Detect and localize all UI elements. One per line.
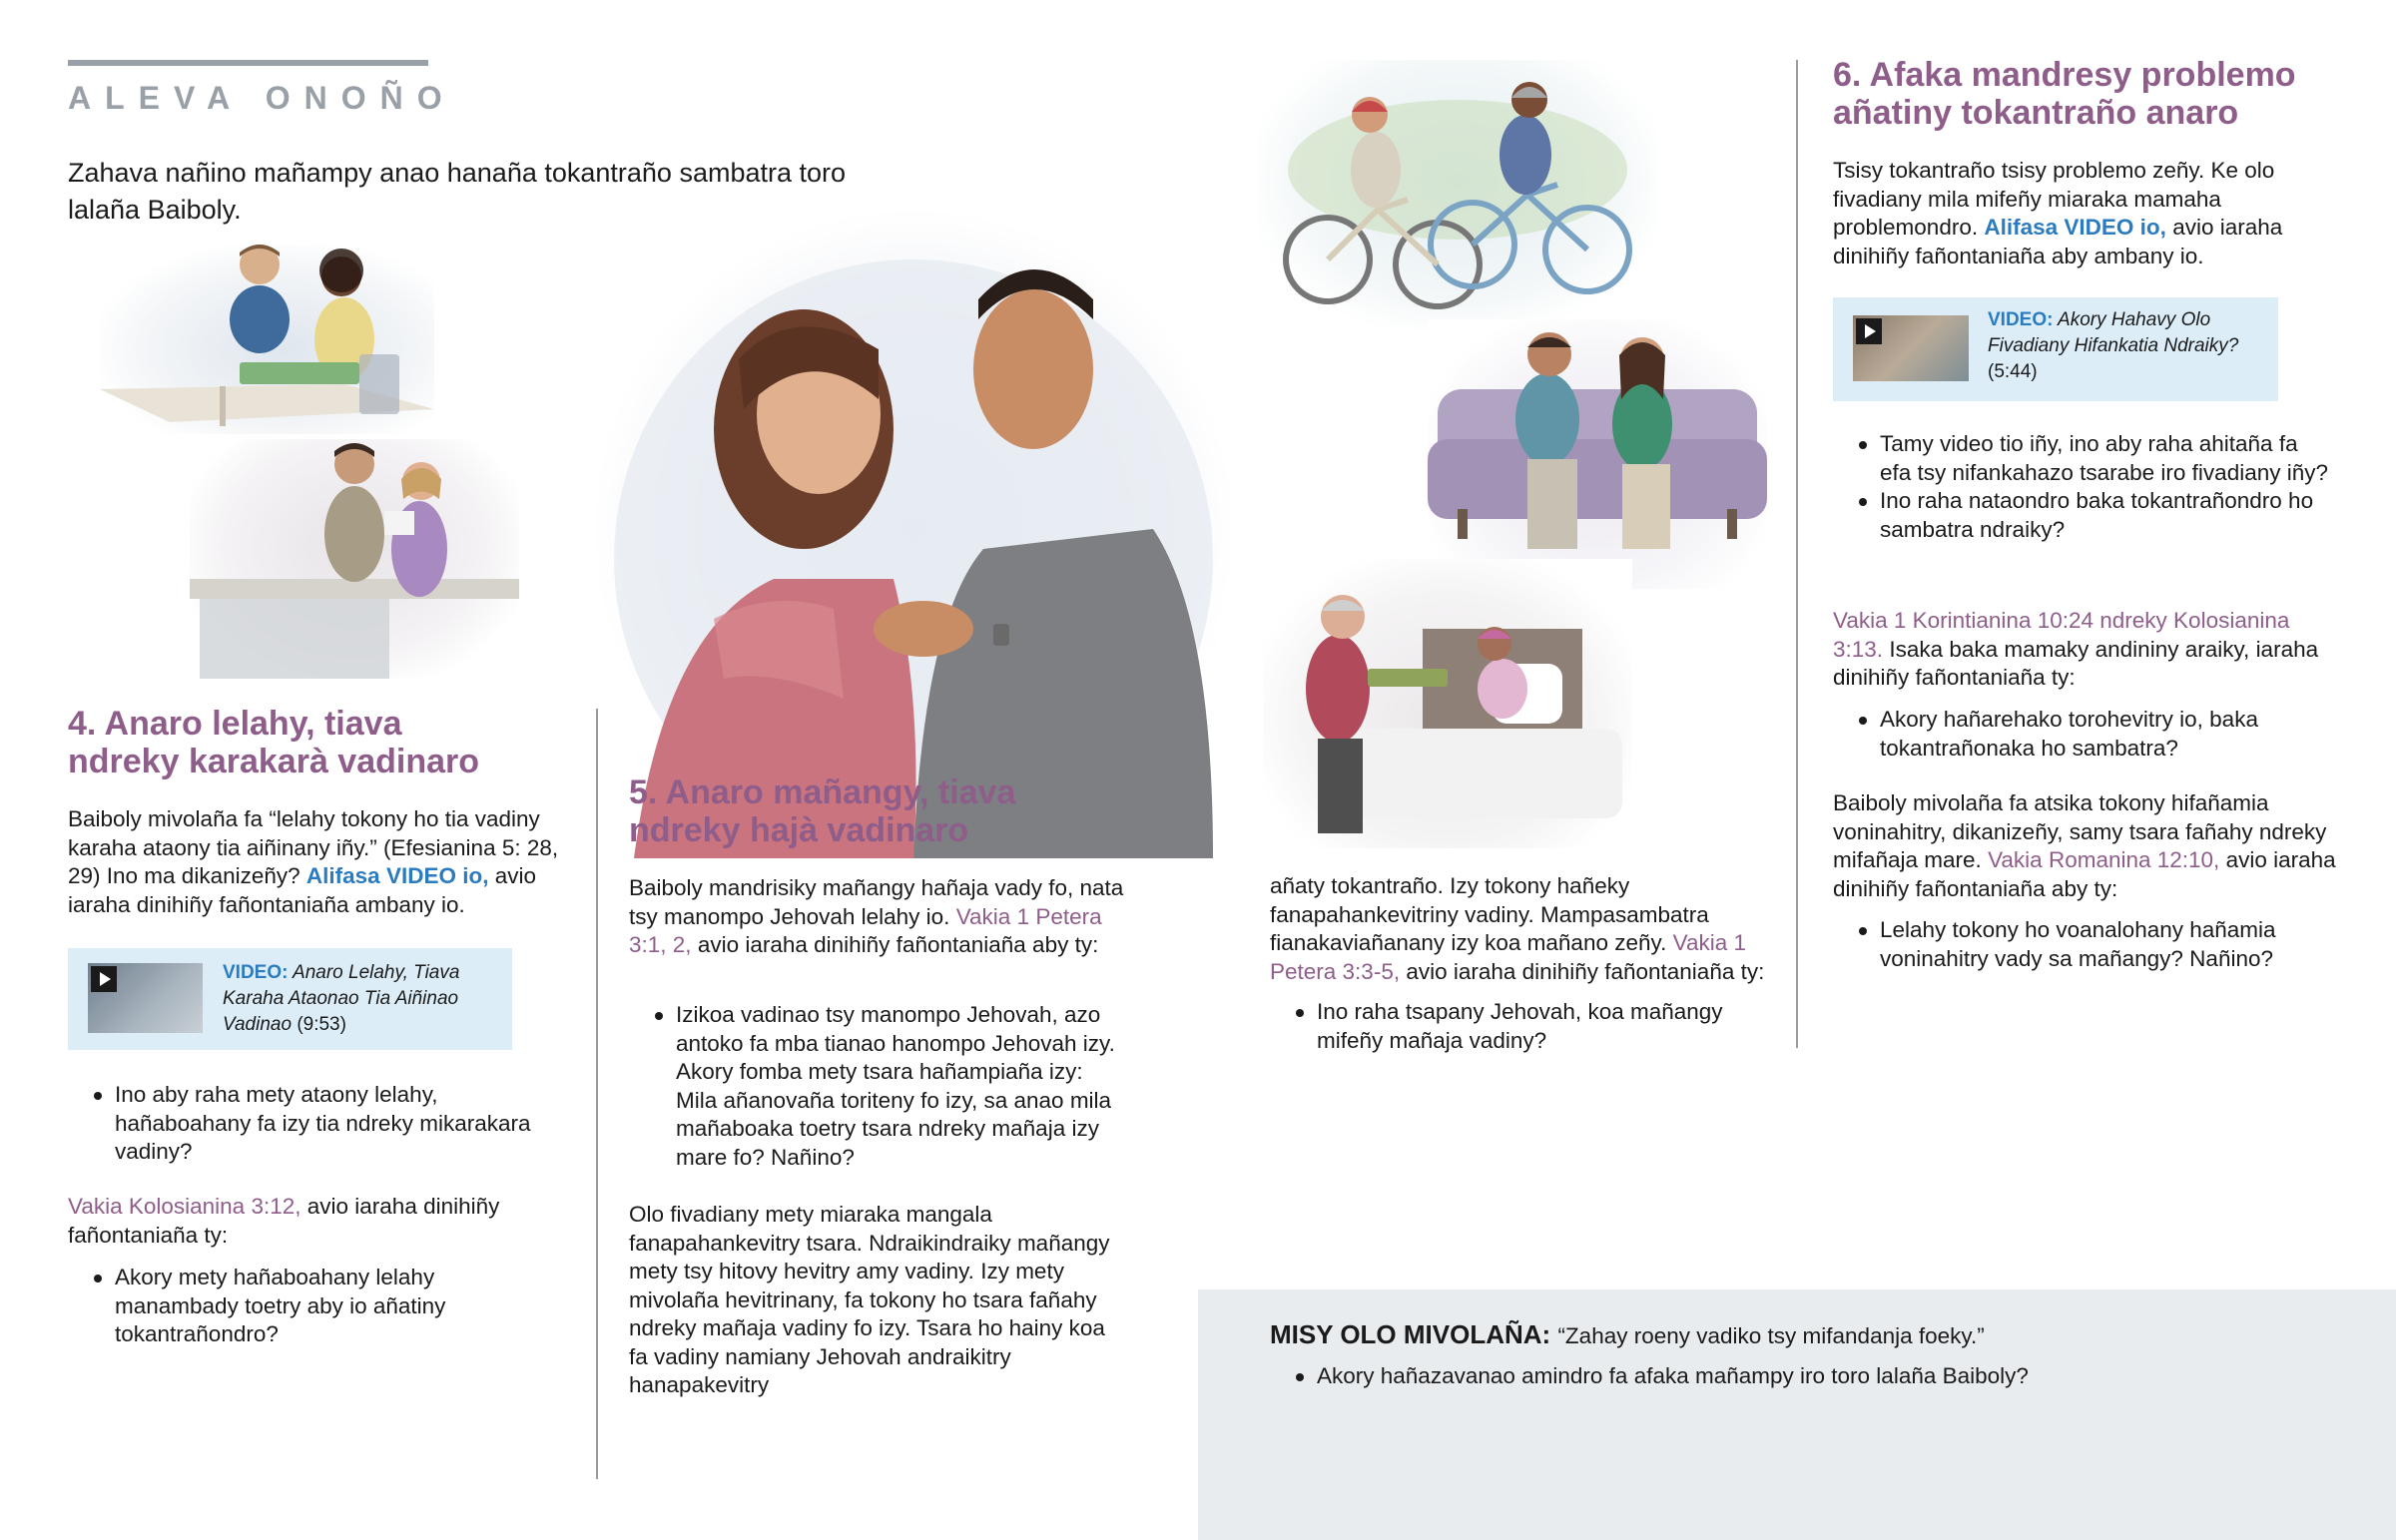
list-item: Akory hañarehako torohevitry io, baka tokantrañonaka ho sambatra? (1833, 706, 2332, 763)
some-say-label: MISY OLO MIVOLAÑA: (1270, 1319, 1551, 1349)
column-divider (596, 709, 598, 1479)
section-5-heading-line2: ndreky hajà vadinaro (629, 811, 969, 849)
section-4-bullets-1 (68, 1081, 537, 1167)
section-5-continued-bullets (1270, 998, 1769, 1055)
reference-tail: Isaka baka mamaky andininy araiky, iaraha dinihiñy fañontaniaña ty: (1833, 636, 2319, 690)
video-label: VIDEO: (1988, 309, 2054, 330)
illustration-bible-study (100, 245, 434, 434)
section-4-video-caption (223, 960, 497, 1038)
video-thumbnail[interactable] (88, 963, 203, 1033)
illustration-couple-on-sofa (1428, 319, 1767, 589)
section-6-paragraph-text: Tsisy tokantraño tsisy problemo zeñy. Ke olo fivadiany mila mifeñy miaraka mamaha problemondro. (1833, 158, 2275, 240)
section-6-heading (1833, 56, 2352, 132)
section-5-paragraph (629, 874, 1128, 960)
list-item: Tamy video tio iñy, ino aby raha ahitaña fa efa tsy nifankahazo tsarabe iro fivadiany iñy? (1833, 430, 2332, 487)
list-item: Ino raha nataondro baka tokantrañondro ho sambatra ndraiky? (1833, 487, 2332, 544)
video-duration: (5:44) (1988, 361, 2038, 382)
play-icon[interactable] (1856, 318, 1882, 344)
video-title[interactable]: Akory Hahavy Olo Fivadiany Hifankatia Ndraiky? (1988, 309, 2239, 356)
section-5-heading (629, 773, 1148, 849)
reference-tail: avio iaraha dinihiñy fañontaniaña aby ty: (1833, 847, 2336, 901)
section-6-bullets-1 (1833, 430, 2332, 544)
scripture-reference[interactable]: Vakia 1 Petera 3:3-5, (1270, 930, 1746, 984)
scripture-reference[interactable]: Vakia Kolosianina 3:12, (68, 1194, 301, 1219)
illustration-couple-cycling (1258, 60, 1657, 329)
section-6-paragraph-tail: avio iaraha dinihiñy fañontaniaña aby ambany io. (1833, 215, 2283, 268)
scripture-reference[interactable]: Vakia 1 Korintianina 10:24 ndreky Kolosianina 3:13. (1833, 608, 2290, 662)
list-item: Akory hañazavanao amindro fa afaka mañampy iro toro lalaña Baiboly? (1270, 1362, 2268, 1391)
section-6-paragraph-2-text: Baiboly mivolaña fa atsika tokony hifañamia voninahitry, dikanizeñy, samy tsara fañahy ndreky mifañaja mare. (1833, 790, 2327, 872)
list-item: Izikoa vadinao tsy manompo Jehovah, azo antoko fa mba tianao hanompo Jehovah izy. Akory fomba mety tsara hañampiaña izy: Mila añanovaña toriteny fo izy, sa anao mila mañaboaka toetry tsara ndreky mañaja izy mare fo? Nañino? (629, 1001, 1128, 1172)
list-item: Ino aby raha mety ataony lelahy, hañaboahany fa izy tia ndreky mikarakara vadiny? (68, 1081, 537, 1167)
section-6-video-card[interactable] (1833, 297, 2278, 401)
section-4-paragraph (68, 805, 567, 919)
section-4-paragraph-tail: avio iaraha dinihiñy fañontaniaña ambany io. (68, 863, 537, 917)
illustration-couple-holding-hands (594, 200, 1233, 858)
section-6-heading-line1: 6. Afaka mandresy problemo (1833, 56, 2296, 94)
section-5-paragraph-2: Olo fivadiany mety miaraka mangala fanapahankevitry tsara. Ndraikindraiky mañangy mety tsy hitovy hevitry amy vadiny. Izy mety mivolaña hevitrinany, fa tokony ho tsara fañahy ndreky mañaja vadiny fo izy. Tsara ho hainy koa fa vadiny namiany Jehovah andraikitry hanapakevitry (629, 1202, 1110, 1397)
section-4-heading-line1: 4. Anaro lelahy, tiava (68, 705, 402, 743)
scripture-reference[interactable]: Vakia Romanina 12:10, (1988, 847, 2220, 872)
section-6-paragraph (1833, 157, 2337, 270)
section-5-bullets (629, 1001, 1128, 1172)
intro-text: Zahava nañino mañampy anao hanaña tokantraño sambatra toro lalaña Baiboly. (68, 158, 847, 225)
reference-tail: avio iaraha dinihiñy fañontaniaña ty: (1406, 958, 1765, 984)
illustration-caring-for-sick-wife (1263, 559, 1632, 848)
some-say-quote (1270, 1317, 1985, 1353)
play-icon[interactable] (91, 966, 117, 992)
reference-tail: avio iaraha dinihiñy fañontaniaña ty: (68, 1194, 500, 1248)
section-6-bullets-3 (1833, 916, 2332, 973)
section-6-paragraph-2 (1833, 789, 2337, 903)
section-6-bullets-2 (1833, 706, 2332, 763)
section-label: ALEVA ONOÑO (68, 80, 456, 116)
panel-bullets (1270, 1362, 2268, 1391)
reference-tail: avio iaraha dinihiñy fañontaniaña aby ty: (697, 932, 1099, 957)
section-6-heading-line2: añatiny tokantraño anaro (1833, 94, 2239, 132)
video-title[interactable]: Anaro Lelahy, Tiava Karaha Ataonao Tia Aiñinao Vadinao (223, 962, 460, 1035)
section-4-paragraph-text: Baiboly mivolaña fa “lelahy tokony ho tia vadiny karaha ataony tia aiñinany iñy.” (Efesianina 5: 28, 29) Ino ma dikanizeñy? (68, 806, 559, 888)
list-item: Lelahy tokony ho voanalohany hañamia voninahitry vady sa mañangy? Nañino? (1833, 916, 2332, 973)
video-label: VIDEO: (223, 962, 289, 983)
section-4-heading-line2: ndreky karakarà vadinaro (68, 743, 480, 780)
section-6-video-caption (1988, 307, 2267, 385)
illustration-kitchen-couple (190, 439, 519, 679)
section-4-bullets-2 (68, 1264, 537, 1349)
continued-text: añaty tokantraño. Izy tokony hañeky fanapahankevitriny vadiny. Mampasambatra fianakaviañanany izy koa mañano zeñy. (1270, 873, 1709, 955)
section-top-rule (68, 60, 428, 66)
column-divider (1796, 60, 1798, 1048)
some-say-quote-text: “Zahay roeny vadiko tsy mifandanja foeky.” (1557, 1323, 1985, 1348)
video-duration: (9:53) (297, 1014, 346, 1035)
list-item: Akory mety hañaboahany lelahy manambady toetry aby io añatiny tokantrañondro? (68, 1264, 537, 1349)
section-6-reference-1 (1833, 607, 2337, 693)
list-item: Ino raha tsapany Jehovah, koa mañangy mifeñy mañaja vadiny? (1270, 998, 1769, 1055)
section-4-video-link[interactable]: Alifasa VIDEO io, (305, 863, 489, 888)
section-5-continued-paragraph (1270, 872, 1769, 986)
section-6-video-link[interactable]: Alifasa VIDEO io, (1984, 215, 2166, 240)
video-thumbnail[interactable] (1853, 315, 1969, 381)
section-4-reference (68, 1193, 567, 1250)
scripture-reference[interactable]: Vakia 1 Petera 3:1, 2, (629, 903, 1102, 957)
section-5-paragraph-text: Baiboly mandrisiky mañangy hañaja vady fo, nata tsy manompo Jehovah lelahy io. (629, 875, 1124, 929)
section-4-video-card[interactable] (68, 948, 512, 1050)
section-5-heading-line1: 5. Anaro mañangy, tiava (629, 773, 1016, 811)
section-4-heading (68, 705, 567, 780)
